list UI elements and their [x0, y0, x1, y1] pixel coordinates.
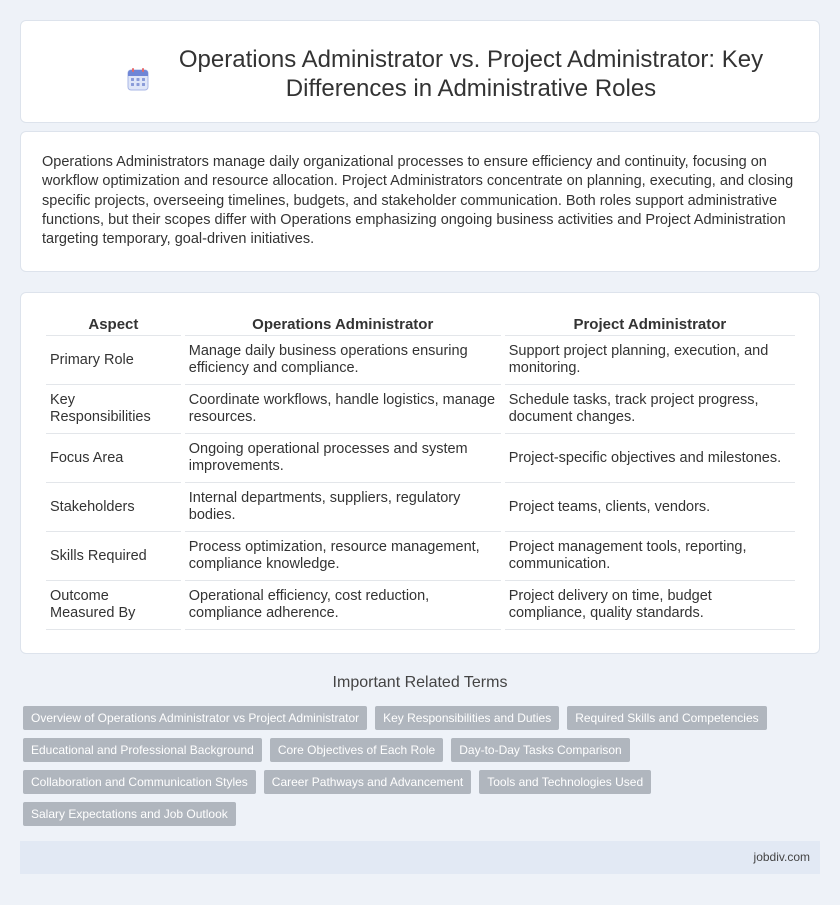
table-cell-aspect: Focus Area	[46, 434, 181, 483]
table-cell-operations: Coordinate workflows, handle logistics, manage resources.	[185, 385, 501, 434]
related-term-tag[interactable]: Overview of Operations Administrator vs Project Administrator	[23, 706, 367, 730]
calendar-icon	[127, 67, 149, 91]
title-card	[20, 20, 820, 123]
table-cell-project: Project-specific objectives and milestones.	[505, 434, 795, 483]
table-cell-aspect: Skills Required	[46, 532, 181, 581]
table-row	[46, 434, 795, 483]
table-row	[46, 336, 795, 385]
related-term-tag[interactable]: Key Responsibilities and Duties	[375, 706, 559, 730]
intro-paragraph: Operations Administrators manage daily organizational processes to ensure efficiency and continuity, focusing on workflow optimization and resource allocation. Project Administrators concentrate on planning, executing, and closing specific projects, overseeing timelines, budgets, and stakeholder communication. Both roles support administrative functions, but their scopes differ with Operations emphasizing ongoing business activities and Project Administration targeting temporary, goal-driven initiatives.	[42, 154, 794, 248]
table-header-row	[46, 310, 795, 336]
related-terms-list	[23, 706, 783, 826]
table-cell-aspect: Stakeholders	[46, 483, 181, 532]
related-term-tag[interactable]: Educational and Professional Background	[23, 738, 262, 762]
column-header-aspect: Aspect	[46, 310, 181, 336]
page-title: Operations Administrator vs. Project Administrator: Key Differences in Administrative Roles	[178, 46, 764, 102]
related-term-tag[interactable]: Required Skills and Competencies	[567, 706, 766, 730]
table-cell-aspect: Key Responsibilities	[46, 385, 181, 434]
table-cell-aspect: Primary Role	[46, 336, 181, 385]
related-terms-heading: Important Related Terms	[332, 674, 508, 691]
comparison-table	[42, 310, 799, 630]
intro-card	[20, 131, 820, 272]
column-header-project: Project Administrator	[505, 310, 795, 336]
table-row	[46, 483, 795, 532]
table-row	[46, 581, 795, 630]
table-cell-operations: Operational efficiency, cost reduction, compliance adherence.	[185, 581, 501, 630]
footer	[20, 841, 820, 874]
table-row	[46, 385, 795, 434]
related-term-tag[interactable]: Collaboration and Communication Styles	[23, 770, 256, 794]
table-cell-project: Project delivery on time, budget compliance, quality standards.	[505, 581, 795, 630]
table-cell-operations: Manage daily business operations ensuring efficiency and compliance.	[185, 336, 501, 385]
related-term-tag[interactable]: Day-to-Day Tasks Comparison	[451, 738, 630, 762]
table-cell-aspect: Outcome Measured By	[46, 581, 181, 630]
column-header-operations: Operations Administrator	[185, 310, 501, 336]
table-cell-project: Project management tools, reporting, communication.	[505, 532, 795, 581]
table-row	[46, 532, 795, 581]
related-term-tag[interactable]: Tools and Technologies Used	[479, 770, 651, 794]
footer-site-link[interactable]: jobdiv.com	[753, 850, 810, 864]
table-cell-operations: Process optimization, resource management, compliance knowledge.	[185, 532, 501, 581]
table-cell-project: Project teams, clients, vendors.	[505, 483, 795, 532]
table-cell-operations: Ongoing operational processes and system improvements.	[185, 434, 501, 483]
related-term-tag[interactable]: Career Pathways and Advancement	[264, 770, 471, 794]
related-term-tag[interactable]: Core Objectives of Each Role	[270, 738, 443, 762]
table-cell-operations: Internal departments, suppliers, regulatory bodies.	[185, 483, 501, 532]
table-cell-project: Support project planning, execution, and monitoring.	[505, 336, 795, 385]
table-cell-project: Schedule tasks, track project progress, document changes.	[505, 385, 795, 434]
comparison-card	[20, 292, 820, 654]
related-term-tag[interactable]: Salary Expectations and Job Outlook	[23, 802, 236, 826]
